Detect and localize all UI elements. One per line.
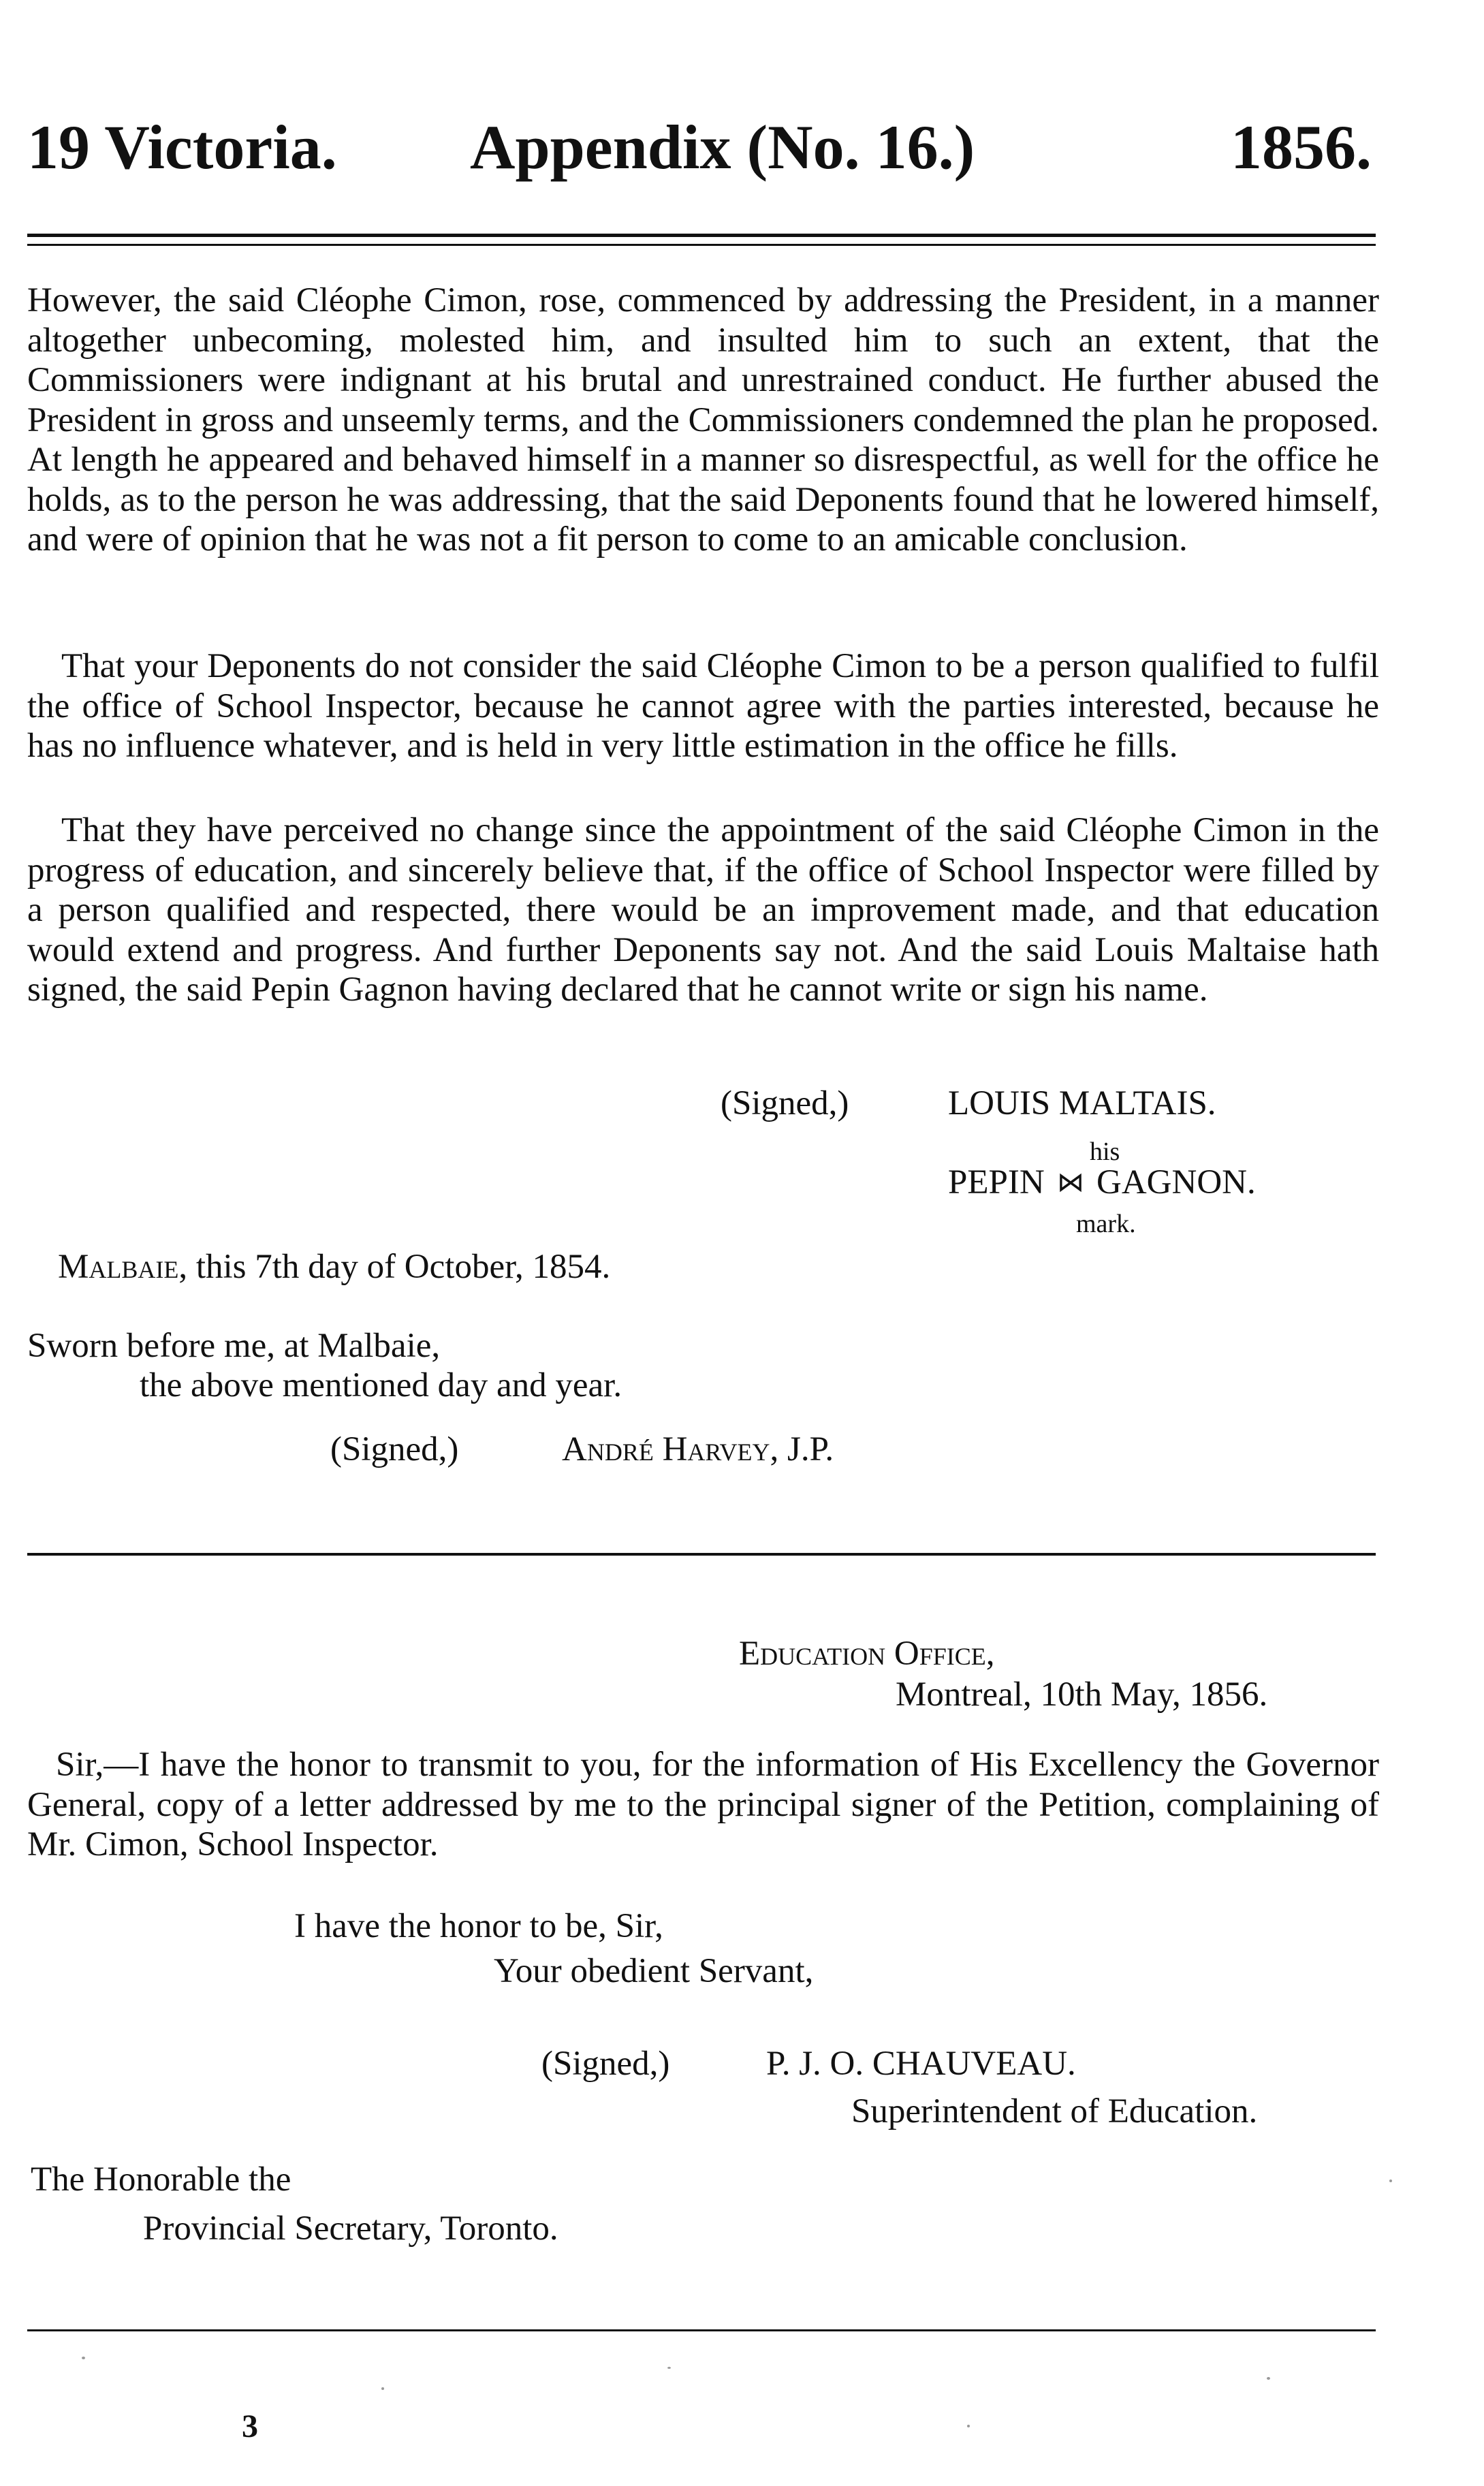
section-divider-rule [27,1553,1376,1556]
print-speck [1389,2180,1392,2182]
letter-body: Sir,—I have the honor to transmit to you, for the information of His Excellency the Governor General, copy of a letter addressed by me to the principal signer of the Petition, complaining of Mr. Cimon, School Inspector. [27,1746,1379,1863]
letter-signer-title: Superintendent of Education. [851,2092,1258,2130]
jp-signature [562,1430,834,1468]
jp-signed-label: (Signed,) [330,1430,459,1468]
signer-pepin-last: GAGNON. [1096,1163,1256,1201]
mark-word: mark. [1076,1210,1136,1238]
letter-closing-1: I have the honor to be, Sir, [294,1907,663,1945]
header-double-rule [27,234,1376,246]
footer-rule [27,2329,1376,2331]
letter-addressee-2: Provincial Secretary, Toronto. [143,2209,558,2248]
place-malbaie: Malbaie, [58,1248,188,1286]
letter-addressee-1: The Honorable the [31,2160,291,2199]
sworn-line-1: Sworn before me, at Malbaie, [27,1327,441,1365]
signed-label: (Signed,) [721,1084,849,1122]
jp-name: André Harvey, [562,1430,779,1468]
print-speck [667,2367,671,2369]
deposition-paragraph-2: That your Deponents do not consider the said Cléophe Cimon to be a person qualified to fulfil the office of School Inspector, because he cannot agree with the parties interested, because he has no influence whatever, and is held in very little estimation in the office he fills. [27,647,1379,765]
deposition-place-date [58,1248,610,1286]
date-october-1854: this 7th day of October, 1854. [187,1248,611,1286]
letter-closing-2: Your obedient Servant, [494,1952,814,1990]
header-appendix: Appendix (No. 16.) [470,112,975,182]
signature-mark-cross: ⋈ [1057,1167,1084,1197]
print-speck [967,2425,970,2427]
mark-his: his [1090,1137,1120,1166]
header-session: 19 Victoria. [27,112,337,182]
jp-title: J.P. [778,1430,834,1468]
letter-signer: P. J. O. CHAUVEAU. [766,2045,1076,2083]
signer-louis-maltais: LOUIS MALTAIS. [948,1084,1216,1122]
letter-date: Montreal, 10th May, 1856. [896,1675,1268,1714]
page-number: 3 [242,2408,258,2444]
header-year: 1856. [1231,112,1372,182]
print-speck [1267,2377,1270,2380]
letter-signed-label: (Signed,) [541,2045,670,2083]
deposition-paragraph-1: However, the said Cléophe Cimon, rose, commenced by addressing the President, in a manner altogether unbecoming, molested him, and insulted him to such an extent, that the Commissioners were indignant at his brutal and unrestrained conduct. He further abused the President in gross and unseemly terms, and the Commissioners condemned the plan he proposed. At length he appeared and behaved himself in a manner so disrespectful, as well for the office he holds, as to the person he was addressing, that the said Deponents found that he lowered himself, and were of opinion that he was not a fit person to come to an amicable conclusion. [27,281,1379,558]
print-speck [381,2387,384,2390]
deposition-paragraph-3: That they have perceived no change since the appointment of the said Cléophe Cimon in the progress of education, and sincerely believe that, if the office of School Inspector were filled by a person qualified and respected, there would be an improvement made, and that education would extend and progress. And further Deponents say not. And the said Louis Maltaise hath signed, the said Pepin Gagnon having declared that he cannot write or sign his name. [27,811,1379,1009]
print-speck [82,2357,85,2359]
signer-pepin-first: PEPIN [948,1163,1045,1201]
letter-office: Education Office, [739,1635,995,1673]
sworn-line-2: the above mentioned day and year. [140,1366,622,1404]
